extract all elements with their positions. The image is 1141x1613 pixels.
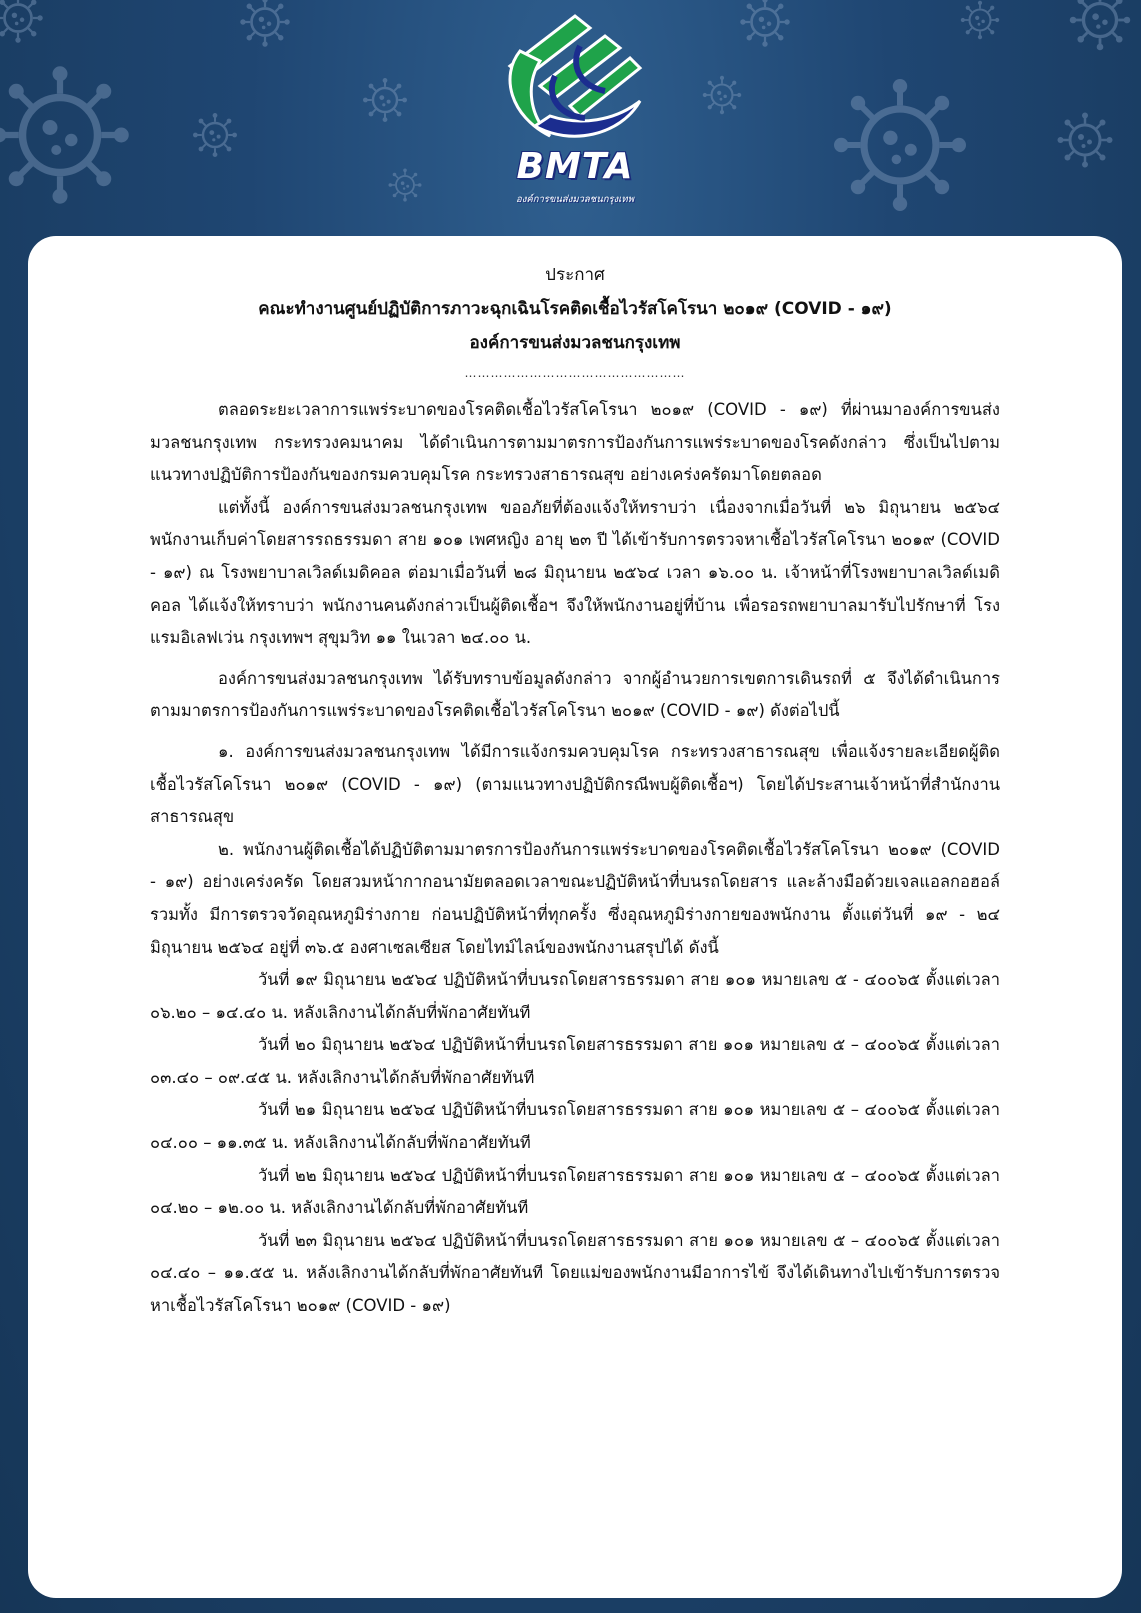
paragraph: ๑. องค์การขนส่งมวลชนกรุงเทพ ได้มีการแจ้งกรมควบคุมโรค กระทรวงสาธารณสุข เพื่อแจ้งรายละเอียดผู้ติดเชื้อไวรัสโคโรนา ๒๐๑๙ (COVID - ๑๙) (ตามแนวทางปฏิบัติกรณีพบผู้ติดเชื้อฯ) โดยได้ประสานเจ้าหน้าที่สำนักงานสาธารณสุข <box>150 741 1000 827</box>
timeline-entry: วันที่ ๑๙ มิถุนายน ๒๕๖๔ ปฏิบัติหน้าที่บนรถโดยสารธรรมดา สาย ๑๐๑ หมายเลข ๕ - ๔๐๐๖๕ ตั้งแต่เวลา ๐๖.๒๐ – ๑๔.๔๐ น. หลังเลิกงานได้กลับที่พักอาศัยทันที <box>150 970 1000 1022</box>
logo-org-name: องค์การขนส่งมวลชนกรุงเทพ <box>516 194 634 205</box>
timeline-entry: วันที่ ๒๒ มิถุนายน ๒๕๖๔ ปฏิบัติหน้าที่บนรถโดยสารธรรมดา สาย ๑๐๑ หมายเลข ๕ – ๔๐๐๖๕ ตั้งแต่เวลา ๐๔.๒๐ – ๑๒.๐๐ น. หลังเลิกงานได้กลับที่พักอาศัยทันที <box>150 1165 1000 1218</box>
header-separator: …………………………………………… <box>464 366 686 380</box>
timeline-entry: วันที่ ๒๑ มิถุนายน ๒๕๖๔ ปฏิบัติหน้าที่บนรถโดยสารธรรมดา สาย ๑๐๑ หมายเลข ๕ – ๔๐๐๖๕ ตั้งแต่เวลา ๐๔.๐๐ – ๑๑.๓๕ น. หลังเลิกงานได้กลับที่พักอาศัยทันที <box>150 1100 1000 1153</box>
paragraph: ๒. พนักงานผู้ติดเชื้อได้ปฏิบัติตามมาตรการป้องกันการแพร่ระบาดของโรคติดเชื้อไวรัสโคโรนา ๒๐๑๙ (COVID - ๑๙) อย่างเคร่งครัด โดยสวมหน้ากากอนามัยตลอดเวลาขณะปฏิบัติหน้าที่บนรถโดยสาร และล้างมือด้วยเจลแอลกอฮอล์ รวมทั้ง มีการตรวจวัดอุณหภูมิร่างกาย ก่อนปฏิบัติหน้าที่ทุกครั้ง ซึ่งอุณหภูมิร่างกายของพนักงาน ตั้งแต่วันที่ ๑๙ - ๒๔ มิถุนายน ๒๕๖๔ อยู่ที่ ๓๖.๕ องศาเซลเซียส โดยไทม์ไลน์ของพนักงานสรุปได้ ดังนี้ <box>150 839 1000 957</box>
bmta-logo-emblem <box>480 6 670 156</box>
announcement-label: ประกาศ <box>545 265 605 285</box>
announcement-card <box>28 236 1122 1598</box>
timeline-entry: วันที่ ๒๐ มิถุนายน ๒๕๖๔ ปฏิบัติหน้าที่บนรถโดยสารธรรมดา สาย ๑๐๑ หมายเลข ๕ – ๔๐๐๖๕ ตั้งแต่เวลา ๐๓.๔๐ – ๐๙.๔๕ น. หลังเลิกงานได้กลับที่พักอาศัยทันที <box>150 1035 1000 1087</box>
logo-brand-text: BMTA <box>516 146 634 187</box>
paragraph: ตลอดระยะเวลาการแพร่ระบาดของโรคติดเชื้อไวรัสโคโรนา ๒๐๑๙ (COVID - ๑๙) ที่ผ่านมาองค์การขนส่งมวลชนกรุงเทพ กระทรวงคมนาคม ได้ดำเนินการตามมาตรการป้องกันการแพร่ระบาดของโรคดังกล่าว ซึ่งเป็นไปตามแนวทางปฏิบัติการป้องกันของกรมควบคุมโรค กระทรวงสาธารณสุข อย่างเคร่งครัดมาโดยตลอด <box>150 400 1000 485</box>
announcement-header <box>150 258 1000 360</box>
announcement-organization: องค์การขนส่งมวลชนกรุงเทพ <box>469 333 681 353</box>
paragraph: แต่ทั้งนี้ องค์การขนส่งมวลชนกรุงเทพ ขออภัยที่ต้องแจ้งให้ทราบว่า เนื่องจากเมื่อวันที่ ๒๖ มิถุนายน ๒๕๖๔ พนักงานเก็บค่าโดยสารรถธรรมดา สาย ๑๐๑ เพศหญิง อายุ ๒๓ ปี ได้เข้ารับการตรวจหาเชื้อไวรัสโคโรนา ๒๐๑๙ (COVID - ๑๙) ณ โรงพยาบาลเวิลด์เมดิคอล ต่อมาเมื่อวันที่ ๒๘ มิถุนายน ๒๕๖๔ เวลา ๑๖.๐๐ น. เจ้าหน้าที่โรงพยาบาลเวิลด์เมดิคอล ได้แจ้งให้ทราบว่า พนักงานคนดังกล่าวเป็นผู้ติดเชื้อฯ จึงให้พนักงานอยู่ที่บ้าน เพื่อรอรถพยาบาลมารับไปรักษาที่ โรงแรมอิเลฟเว่น กรุงเทพฯ สุขุมวิท ๑๑ ในเวลา ๒๔.๐๐ น. <box>150 497 1000 648</box>
timeline-entry: วันที่ ๒๓ มิถุนายน ๒๕๖๔ ปฏิบัติหน้าที่บนรถโดยสารธรรมดา สาย ๑๐๑ หมายเลข ๕ – ๔๐๐๖๕ ตั้งแต่เวลา ๐๔.๔๐ – ๑๑.๕๕ น. หลังเลิกงานได้กลับที่พักอาศัยทันที โดยแม่ของพนักงานมีอาการไข้ จึงได้เดินทางไปเข้ารับการตรวจหาเชื้อไวรัสโคโรนา ๒๐๑๙ (COVID - ๑๙) <box>150 1230 1000 1316</box>
announcement-title: คณะทำงานศูนย์ปฏิบัติการภาวะฉุกเฉินโรคติดเชื้อไวรัสโคโรนา ๒๐๑๙ (COVID - ๑๙) <box>258 299 892 319</box>
bmta-logo <box>480 6 670 216</box>
paragraph: องค์การขนส่งมวลชนกรุงเทพ ได้รับทราบข้อมูลดังกล่าว จากผู้อำนวยการเขตการเดินรถที่ ๕ จึงได้ดำเนินการตามมาตรการป้องกันการแพร่ระบาดของโรคติดเชื้อไวรัสโคโรนา ๒๐๑๙ (COVID - ๑๙) ดังต่อไปนี้ <box>150 668 1000 721</box>
announcement-body <box>150 394 1000 1323</box>
